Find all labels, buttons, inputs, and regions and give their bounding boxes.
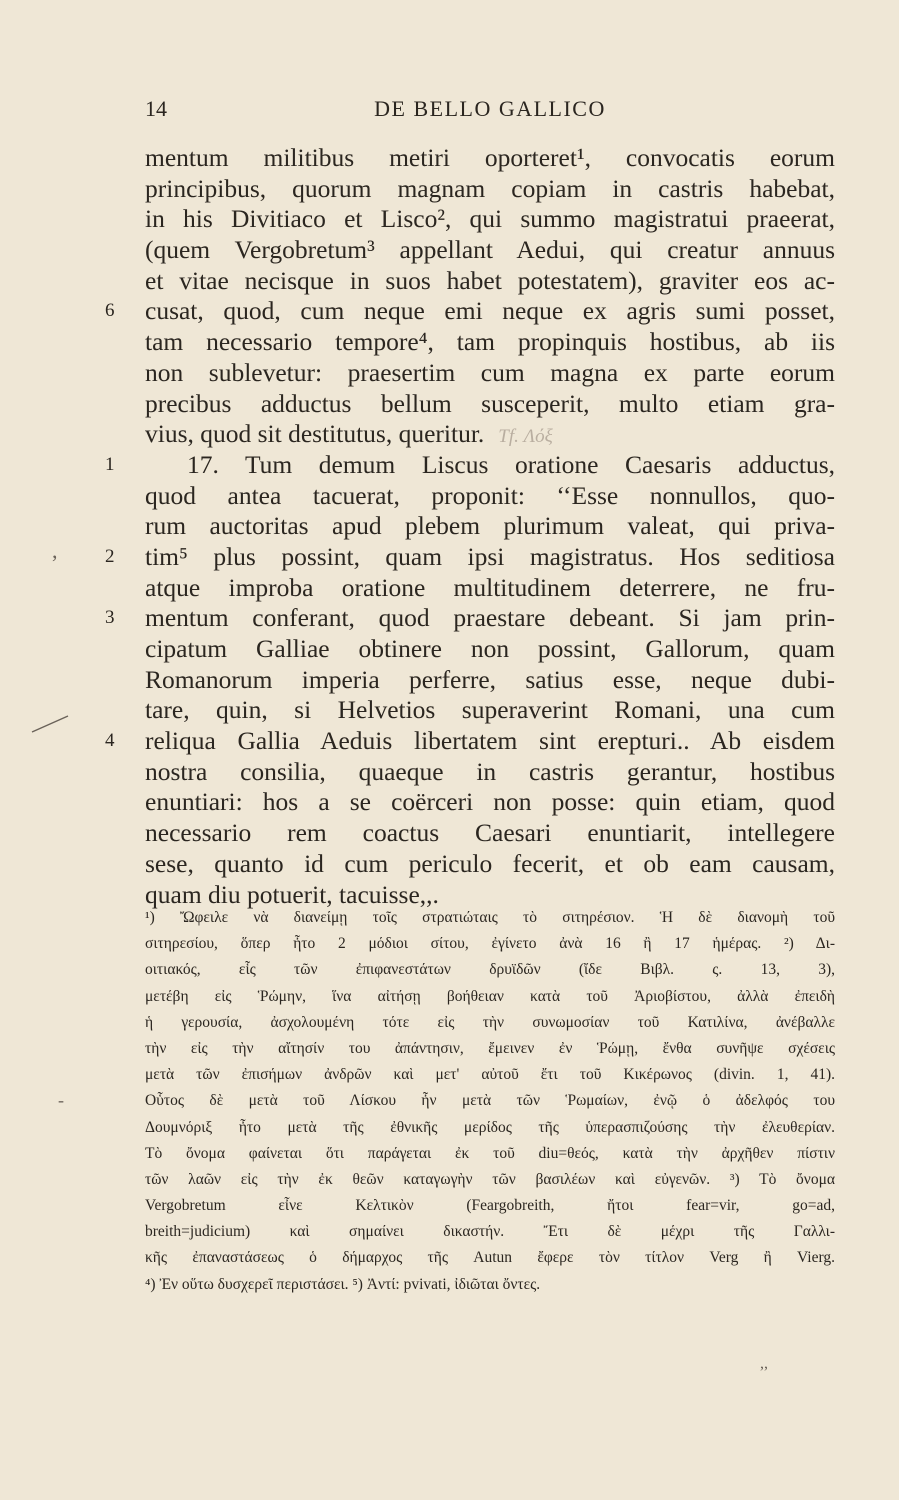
line-text: reliqua Gallia Aeduis libertatem sint erepturi.. Ab eisdem bbox=[145, 726, 835, 756]
text-line bbox=[145, 174, 835, 205]
line-text: principibus, quorum magnam copiam in castris habebat, bbox=[145, 173, 835, 203]
footnotes bbox=[145, 905, 835, 1298]
footnote-line: Vergobretum εἶνε Κελτικὸν (Feargobreith, ἤτοι fear=vir, go=ad, bbox=[145, 1197, 835, 1215]
line-text: vius, quod sit destitutus, queritur. bbox=[145, 419, 485, 449]
text-line bbox=[145, 695, 835, 726]
pencil-mark-comma: , bbox=[52, 538, 58, 563]
pencil-mark-quote: ,, bbox=[760, 1355, 768, 1372]
text-line bbox=[105, 603, 835, 634]
line-text: rum auctoritas apud plebem plurimum valeat, qui priva- bbox=[145, 511, 835, 541]
text-line bbox=[105, 726, 835, 757]
text-line bbox=[145, 787, 835, 818]
text-line bbox=[145, 665, 835, 696]
text-line bbox=[145, 235, 835, 266]
footnote-line: ¹) Ὤφειλε νὰ διανείμῃ τοῖς στρατιώταις τὸ σιτηρέσιον. Ἡ δὲ διανομὴ τοῦ bbox=[145, 909, 835, 926]
margin-line-number: 3 bbox=[105, 607, 115, 629]
text-line bbox=[145, 573, 835, 604]
line-text: 17. Tum demum Liscus oratione Caesaris adductus, bbox=[187, 449, 835, 479]
text-line bbox=[105, 296, 835, 327]
text-line bbox=[105, 541, 835, 573]
line-text: precibus adductus bellum susceperit, multo etiam gra- bbox=[145, 388, 835, 418]
text-line bbox=[145, 143, 835, 174]
margin-line-number: 4 bbox=[105, 730, 115, 752]
footnote-line: μετέβη εἰς Ῥώμην, ἵνα αἰτήσῃ βοήθειαν κατὰ τοῦ Ἀριοβίστου, ἀλλὰ ἐπειδὴ bbox=[145, 987, 835, 1005]
footnote-line: ⁴) Ἐν οὕτω δυσχερεῖ περιστάσει. ⁵) Ἀντί: pvivati, ἰδιῶται ὄντες. bbox=[145, 1275, 541, 1293]
footnote-line: σιτηρεσίου, ὅπερ ἦτο 2 μόδιοι σίτου, ἐγίνετο ἀνὰ 16 ἢ 17 ἡμέρας. ²) Δι- bbox=[145, 935, 835, 953]
line-text: mentum militibus metiri oporteret¹, convocatis eorum bbox=[145, 143, 835, 172]
footnote-line: Δουμνόριξ ἦτο μετὰ τῆς ἐθνικῆς μερίδος τῆς ὑπερασπιζούσης τὴν ἐλευθερίαν. bbox=[145, 1118, 835, 1136]
line-text: cusat, quod, cum neque emi neque ex agris sumi posset, bbox=[145, 296, 835, 326]
line-text: necessario rem coactus Caesari enuntiarit, intellegere bbox=[145, 818, 835, 848]
text-line bbox=[145, 511, 835, 542]
text-line bbox=[145, 419, 835, 450]
pencil-stroke-mark bbox=[30, 712, 72, 734]
text-line bbox=[145, 204, 835, 235]
line-text: non sublevetur: praesertim cum magna ex parte eorum bbox=[145, 357, 835, 387]
footnote-line: Τὸ ὄνομα φαίνεται ὅτι παράγεται ἐκ τοῦ diu=θεός, κατὰ τὴν ἀρχῆθεν πίστιν bbox=[145, 1144, 835, 1162]
line-text: mentum conferant, quod praestare debeant. Si jam prin- bbox=[145, 603, 835, 633]
footnote-line: οιτιακός, εἷς τῶν ἐπιφανεστάτων δρυϊδῶν (ἴδε Βιβλ. ς. 13, 3), bbox=[145, 961, 835, 979]
line-text: enuntiari: hos a se coërceri non posse: quin etiam, quod bbox=[145, 787, 835, 817]
line-text: quam diu potuerit, tacuisse,,. bbox=[145, 879, 439, 909]
footnote-line: τὴν εἰς τὴν αἴτησίν του ἀπάντησιν, ἔμεινεν ἐν Ῥώμῃ, ἔνθα συνῆψε σχέσεις bbox=[145, 1039, 835, 1057]
pencil-mark-dash: - bbox=[58, 1090, 64, 1110]
footnote-line: τῶν λαῶν εἰς τὴν ἐκ θεῶν καταγωγὴν τῶν βασιλέων καὶ εὐγενῶν. ³) Τὸ ὄνομα bbox=[145, 1170, 835, 1188]
line-text: sese, quanto id cum periculo fecerit, et ob eam causam, bbox=[145, 848, 835, 878]
running-title: DE BELLO GALLICO bbox=[374, 96, 606, 121]
footnote-line: κῆς ἐπαναστάσεως ὁ δήμαρχος τῆς Autun ἔφερε τὸν τίτλον Verg ἢ Vierg. bbox=[145, 1249, 835, 1267]
line-text: tam necessario tempore⁴, tam propinquis hostibus, ab iis bbox=[145, 327, 835, 357]
main-latin-text bbox=[105, 143, 835, 910]
text-line bbox=[145, 266, 835, 297]
footnote-line: breith=judicium) καὶ σημαίνει δικαστήν. Ἔτι δὲ μέχρι τῆς Γαλλι- bbox=[145, 1223, 835, 1241]
margin-line-number: 1 bbox=[105, 453, 115, 475]
margin-line-number: 6 bbox=[105, 300, 115, 322]
page-number: 14 bbox=[145, 96, 167, 121]
text-line bbox=[145, 481, 835, 512]
text-line bbox=[145, 389, 835, 420]
text-line bbox=[145, 818, 835, 849]
text-line bbox=[145, 327, 835, 358]
text-line bbox=[145, 358, 835, 389]
text-line bbox=[145, 634, 835, 665]
text-line bbox=[145, 757, 835, 788]
line-text: atque improba oratione multitudinem deterrere, ne fru- bbox=[145, 572, 835, 602]
line-text: nostra consilia, quaeque in castris gerantur, hostibus bbox=[145, 756, 835, 786]
line-text: tim⁵ plus possint, quam ipsi magistratus. Hos seditiosa bbox=[145, 541, 835, 571]
line-text: cipatum Galliae obtinere non possint, Gallorum, quam bbox=[145, 634, 835, 663]
footnote-line: ἡ γερουσία, ἀσχολουμένη τότε εἰς τὴν συνωμοσίαν τοῦ Κατιλίνα, ἀνέβαλλε bbox=[145, 1013, 835, 1031]
line-text: et vitae necisque in suos habet potestatem), graviter eos ac- bbox=[145, 265, 835, 295]
line-text: quod antea tacuerat, proponit: ‘‘Esse nonnullos, quo- bbox=[145, 480, 835, 510]
footnote-line: μετὰ τῶν ἐπισήμων ἀνδρῶν καὶ μετ' αὐτοῦ ἔτι τοῦ Κικέρωνος (divin. 1, 41). bbox=[145, 1066, 835, 1084]
margin-line-number: 2 bbox=[105, 545, 115, 567]
text-line bbox=[145, 849, 835, 880]
line-text: in his Divitiaco et Lisco², qui summo magistratui praeerat, bbox=[145, 204, 835, 234]
line-text: tare, quin, si Helvetios superaverint Romani, una cum bbox=[145, 695, 835, 725]
page-header bbox=[145, 96, 835, 130]
line-text: (quem Vergobretum³ appellant Aedui, qui creatur annuus bbox=[145, 235, 835, 265]
footnote-line: Οὗτος δὲ μετὰ τοῦ Λίσκου ἦν μετὰ τῶν Ῥωμαίων, ἐνῷ ὁ ἀδελφός του bbox=[145, 1092, 835, 1110]
pencil-annotation: Tf. Λόξ bbox=[498, 426, 553, 448]
line-text: Romanorum imperia perferre, satius esse, neque dubi- bbox=[145, 664, 835, 694]
text-line bbox=[105, 449, 835, 481]
